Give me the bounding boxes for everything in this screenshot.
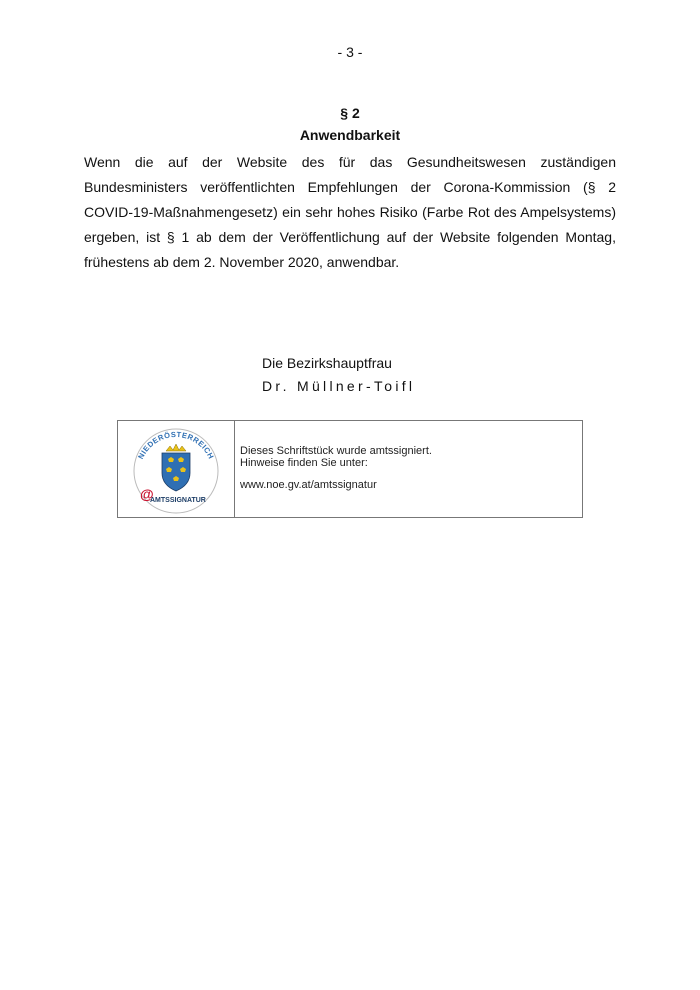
section-title: Anwendbarkeit [299, 127, 401, 143]
paragraph-line: Wenn die auf der Website des für das Gesundheitswesen zuständigen [84, 154, 616, 170]
paragraph-line: Bundesministers veröffentlichten Empfehlungen der Corona-Kommission (§ 2 [84, 179, 616, 195]
amtssignatur-seal [128, 423, 224, 515]
svg-text:NIEDERÖSTERREICH: NIEDERÖSTERREICH [136, 429, 216, 461]
paragraph-line: ergeben, ist § 1 ab dem der Veröffentlichung auf der Website folgenden Montag, [84, 229, 616, 245]
svg-text:@: @ [140, 486, 154, 502]
divider [234, 421, 235, 517]
amtssignatur-link[interactable]: www.noe.gv.at/amtssignatur [240, 479, 377, 491]
paragraph-line: frühestens ab dem 2. November 2020, anwendbar. [84, 254, 400, 270]
signature-note-line2: Hinweise finden Sie unter: [240, 457, 368, 469]
seal-bottom-label: AMTSSIGNATUR [150, 497, 206, 504]
signature-note-line1: Dieses Schriftstück wurde amtssigniert. [240, 445, 432, 457]
amtssignatur-box [117, 420, 583, 518]
paragraph [84, 150, 616, 275]
page-number: - 3 - [337, 44, 363, 60]
section-number: § 2 [340, 105, 360, 121]
paragraph-line: COVID-19-Maßnahmengesetz) ein sehr hohes Risiko (Farbe Rot des Ampelsystems) [84, 204, 616, 220]
signer-role: Die Bezirkshauptfrau [262, 355, 392, 371]
signer-name: Dr. Müllner-Toifl [262, 378, 416, 394]
